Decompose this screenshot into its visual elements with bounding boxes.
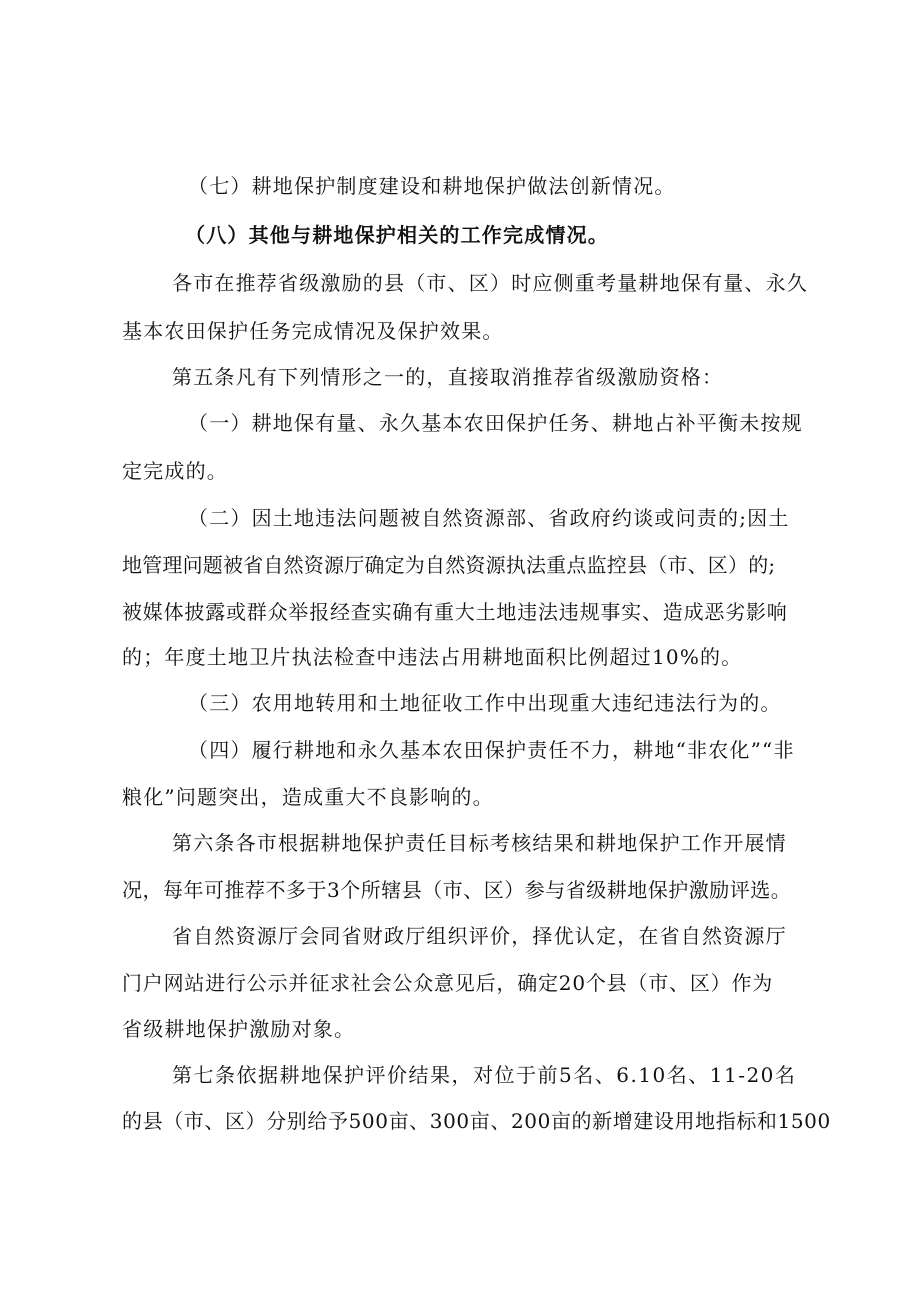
article-6-para-2-line-1: 省自然资源厅会同省财政厅组织评价，择优认定，在省自然资源厅 xyxy=(172,924,787,948)
article-6-para-2-line-2: 门户网站进行公示并征求社会公众意见后，确定20个县（市、区）作为 xyxy=(122,971,774,995)
article-5-item-1-line-1: （一）耕地保有量、永久基本农田保护任务、耕地占补平衡未按规 xyxy=(188,411,803,435)
article-5-item-2-line-1: （二）因土地违法问题被自然资源部、省政府约谈或问责的;因土 xyxy=(188,506,790,530)
article-5-item-4-line-2: 粮化”问题突出，造成重大不良影响的。 xyxy=(122,785,494,809)
paragraph-8-line-1: （八）其他与耕地保护相关的工作完成情况。 xyxy=(185,223,609,247)
article-5-item-3: （三）农用地转用和土地征收工作中出现重大违纪违法行为的。 xyxy=(188,691,782,715)
article-5-item-2-line-3: 被媒体披露或群众举报经查实确有重大土地违法违规事实、造成恶劣影响 xyxy=(122,600,788,624)
article-6-line-1: 第六条各市根据耕地保护责任目标考核结果和耕地保护工作开展情 xyxy=(172,831,787,855)
article-5-item-2-line-2: 地管理问题被省自然资源厅确定为自然资源执法重点监控县（市、区）的; xyxy=(122,553,776,577)
article-5-heading: 第五条凡有下列情形之一的，直接取消推荐省级激励资格： xyxy=(172,365,724,389)
article-6-line-2: 况，每年可推荐不多于3个所辖县（市、区）参与省级耕地保护激励评选。 xyxy=(122,878,792,902)
article-6-para-2-line-3: 省级耕地保护激励对象。 xyxy=(122,1017,356,1041)
article-7-line-2: 的县（市、区）分别给予500亩、300亩、200亩的新增建设用地指标和1500 xyxy=(122,1109,831,1133)
paragraph-cities-line-1: 各市在推荐省级激励的县（市、区）时应侧重考量耕地保有量、永久 xyxy=(172,271,808,295)
article-5-item-1-line-2: 定完成的。 xyxy=(122,459,228,483)
paragraph-cities-line-2: 基本农田保护任务完成情况及保护效果。 xyxy=(122,319,504,343)
article-5-item-4-line-1: （四）履行耕地和永久基本农田保护责任不力，耕地“非农化”“非 xyxy=(188,738,795,762)
paragraph-7-line-1: （七）耕地保护制度建设和耕地保护做法创新情况。 xyxy=(188,174,676,198)
article-5-item-2-line-4: 的；年度土地卫片执法检查中违法占用耕地面积比例超过10%的。 xyxy=(122,645,743,669)
article-7-line-1: 第七条依据耕地保护评价结果，对位于前5名、6.10名、11-20名 xyxy=(172,1063,797,1087)
